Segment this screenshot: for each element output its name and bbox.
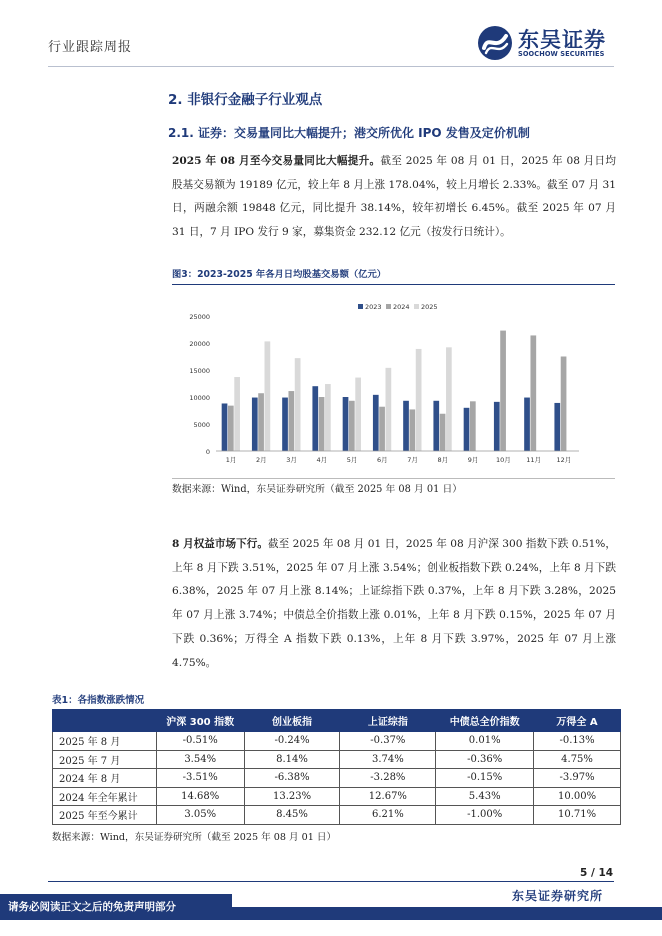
paragraph-lead: 2025 年 08 月至今交易量同比大幅提升。 [172, 155, 381, 167]
y-tick-label: 20000 [189, 340, 210, 348]
bar-2024 [258, 393, 264, 451]
bar-2024 [379, 407, 385, 451]
table-row-label: 2025 年 8 月 [53, 732, 157, 751]
paragraph-body: 截至 2025 年 08 月 01 日，2025 年 08 月日均股基交易额为 19189 亿元，较上年 8 月上涨 178.04%，较上月增长 2.33%。截至 07 月 31 日，两融余额 19848 亿元，同比提升 38.14%，较年初增长 6.45%。截至 2025 年 07 月 31 日，7 月 IPO 发行 9 家，募集资金 232.12 亿元（按发行日统计）。 [172, 155, 616, 239]
x-tick-label: 2月 [256, 456, 267, 464]
bar-2024 [530, 335, 536, 451]
legend-swatch-2025 [414, 304, 419, 309]
table-header-cell: 中债总全价指数 [436, 710, 534, 732]
table-cell: -0.36% [436, 750, 534, 769]
legend-label: 2025 [421, 303, 438, 311]
bar-2023 [494, 402, 500, 451]
bar-2024 [470, 401, 476, 451]
bar-2025 [355, 378, 361, 451]
table-cell: 4.75% [534, 750, 621, 769]
table-row-label: 2025 年 7 月 [53, 750, 157, 769]
table-cell: 14.68% [156, 787, 244, 806]
legend-swatch-2023 [358, 304, 363, 309]
bar-2023 [222, 403, 228, 451]
bar-2023 [282, 398, 288, 451]
x-tick-label: 5月 [346, 456, 358, 464]
x-tick-label: 7月 [407, 456, 418, 464]
table-cell: 10.71% [534, 806, 621, 825]
table-cell: -0.51% [156, 732, 244, 751]
table-row-label: 2025 年至今累计 [53, 806, 157, 825]
bar-2025 [325, 384, 331, 451]
table-cell: 10.00% [534, 787, 621, 806]
index-performance-table [52, 709, 621, 825]
figure-source-rule [172, 478, 615, 479]
bar-2023 [403, 401, 409, 451]
table-cell: -0.37% [340, 732, 436, 751]
logo-text-cn: 东吴证券 [518, 28, 606, 52]
legend-swatch-2024 [386, 304, 391, 309]
bar-2023 [464, 408, 470, 451]
table-cell: 12.67% [340, 787, 436, 806]
figure-title-rule [172, 284, 615, 285]
bar-2024 [319, 397, 325, 451]
paragraph-body: 截至 2025 年 08 月 01 日，2025 年 08 月沪深 300 指数下跌 0.51%，上年 8 月下跌 3.51%，2025 年 07 月上涨 3.54%；创业板指数下跌 0.24%，上年 8 月下跌 6.38%，2025 年 07 月上涨 8.14%；上证综指下跌 0.37%，上年 8 月下跌 3.28%，2025 年 07 月上涨 3.74%；中债总全价指数上涨 0.01%，上年 8 月下跌 0.15%，2025 年 07 月下跌 0.36%；万得全 A 指数下跌 0.13%，上年 8 月下跌 3.97%，2025 年 07 月上涨 4.75%。 [172, 538, 616, 669]
figure-source: 数据来源：Wind，东吴证券研究所（截至 2025 年 08 月 01 日） [172, 484, 463, 495]
table-cell: 5.43% [436, 787, 534, 806]
table-header-cell [53, 710, 157, 732]
table-cell: 8.14% [244, 750, 340, 769]
legend-label: 2024 [393, 303, 410, 311]
table-row [53, 769, 621, 788]
trading-volume-bar-chart [172, 290, 615, 475]
table-header-row [53, 710, 621, 732]
table-cell: -0.15% [436, 769, 534, 788]
x-tick-label: 6月 [377, 456, 388, 464]
table-cell: 3.54% [156, 750, 244, 769]
y-tick-label: 5000 [193, 421, 210, 429]
table-cell: 3.05% [156, 806, 244, 825]
company-logo [476, 24, 616, 64]
table-cell: -0.13% [534, 732, 621, 751]
bar-2025 [295, 358, 301, 451]
bar-2023 [524, 398, 530, 451]
bar-2024 [288, 391, 294, 451]
table-row [53, 732, 621, 751]
table-header-cell: 万得全 A [534, 710, 621, 732]
table-header-cell: 上证综指 [340, 710, 436, 732]
x-tick-label: 10月 [495, 456, 511, 464]
bar-2025 [234, 377, 240, 451]
subsection-heading: 2.1. 证券：交易量同比大幅提升；港交所优化 IPO 发售及定价机制 [168, 126, 530, 140]
bar-2023 [252, 398, 258, 451]
table-header-cell: 创业板指 [244, 710, 340, 732]
report-type-label: 行业跟踪周报 [48, 40, 133, 55]
y-tick-label: 15000 [189, 367, 210, 375]
footer-institute: 东吴证券研究所 [512, 889, 604, 903]
table-row [53, 787, 621, 806]
bar-2024 [440, 414, 446, 451]
bar-2024 [561, 357, 567, 452]
x-tick-label: 9月 [467, 456, 479, 464]
table-title: 表1：各指数涨跌情况 [52, 695, 145, 706]
x-tick-label: 4月 [316, 456, 328, 464]
bar-2025 [446, 347, 452, 451]
x-tick-label: 12月 [556, 456, 572, 464]
page-number: 5 / 14 [580, 867, 614, 879]
table-row-label: 2024 年全年累计 [53, 787, 157, 806]
y-tick-label: 10000 [189, 394, 210, 402]
x-tick-label: 1月 [225, 456, 237, 464]
table-cell: 0.01% [436, 732, 534, 751]
legend-label: 2023 [365, 303, 382, 311]
table-row [53, 750, 621, 769]
table-cell: -6.38% [244, 769, 340, 788]
table-cell: -3.51% [156, 769, 244, 788]
y-tick-label: 25000 [189, 313, 210, 321]
bar-2025 [386, 368, 392, 451]
footer-divider [48, 881, 614, 882]
x-tick-label: 3月 [286, 456, 297, 464]
table-cell: 8.45% [244, 806, 340, 825]
y-tick-label: 0 [205, 448, 210, 456]
table-cell: -1.00% [436, 806, 534, 825]
table-header-cell: 沪深 300 指数 [156, 710, 244, 732]
table-row-label: 2024 年 8 月 [53, 769, 157, 788]
table-cell: 13.23% [244, 787, 340, 806]
logo-mark-icon [476, 24, 514, 62]
table-cell: -0.24% [244, 732, 340, 751]
footer-stripe [232, 907, 662, 920]
bar-2024 [409, 409, 415, 451]
bar-2023 [433, 401, 439, 451]
table-cell: -3.28% [340, 769, 436, 788]
bar-2023 [312, 386, 318, 451]
x-tick-label: 11月 [526, 456, 542, 464]
table-row [53, 806, 621, 825]
x-tick-label: 8月 [437, 456, 449, 464]
bar-2025 [416, 349, 422, 451]
table-source: 数据来源：Wind，东吴证券研究所（截至 2025 年 08 月 01 日） [52, 832, 337, 843]
table-cell: 3.74% [340, 750, 436, 769]
paragraph-lead: 8 月权益市场下行。 [172, 538, 268, 550]
paragraph-equity-market [172, 533, 616, 675]
section-heading: 2. 非银行金融子行业观点 [168, 92, 323, 108]
bar-2023 [373, 395, 379, 451]
table-cell: -3.97% [534, 769, 621, 788]
bar-2024 [228, 406, 234, 451]
bar-2023 [554, 403, 560, 451]
bar-2023 [343, 397, 349, 451]
bar-2024 [500, 331, 506, 451]
table-cell: 6.21% [340, 806, 436, 825]
paragraph-trading-volume [172, 150, 616, 245]
header-divider [48, 66, 614, 67]
bar-2024 [349, 401, 355, 451]
logo-text-en: SOOCHOW SECURITIES [518, 50, 605, 58]
figure-title: 图3：2023-2025 年各月日均股基交易额（亿元） [172, 269, 387, 280]
disclaimer-banner: 请务必阅读正文之后的免责声明部分 [0, 894, 232, 920]
bar-2025 [265, 341, 271, 451]
